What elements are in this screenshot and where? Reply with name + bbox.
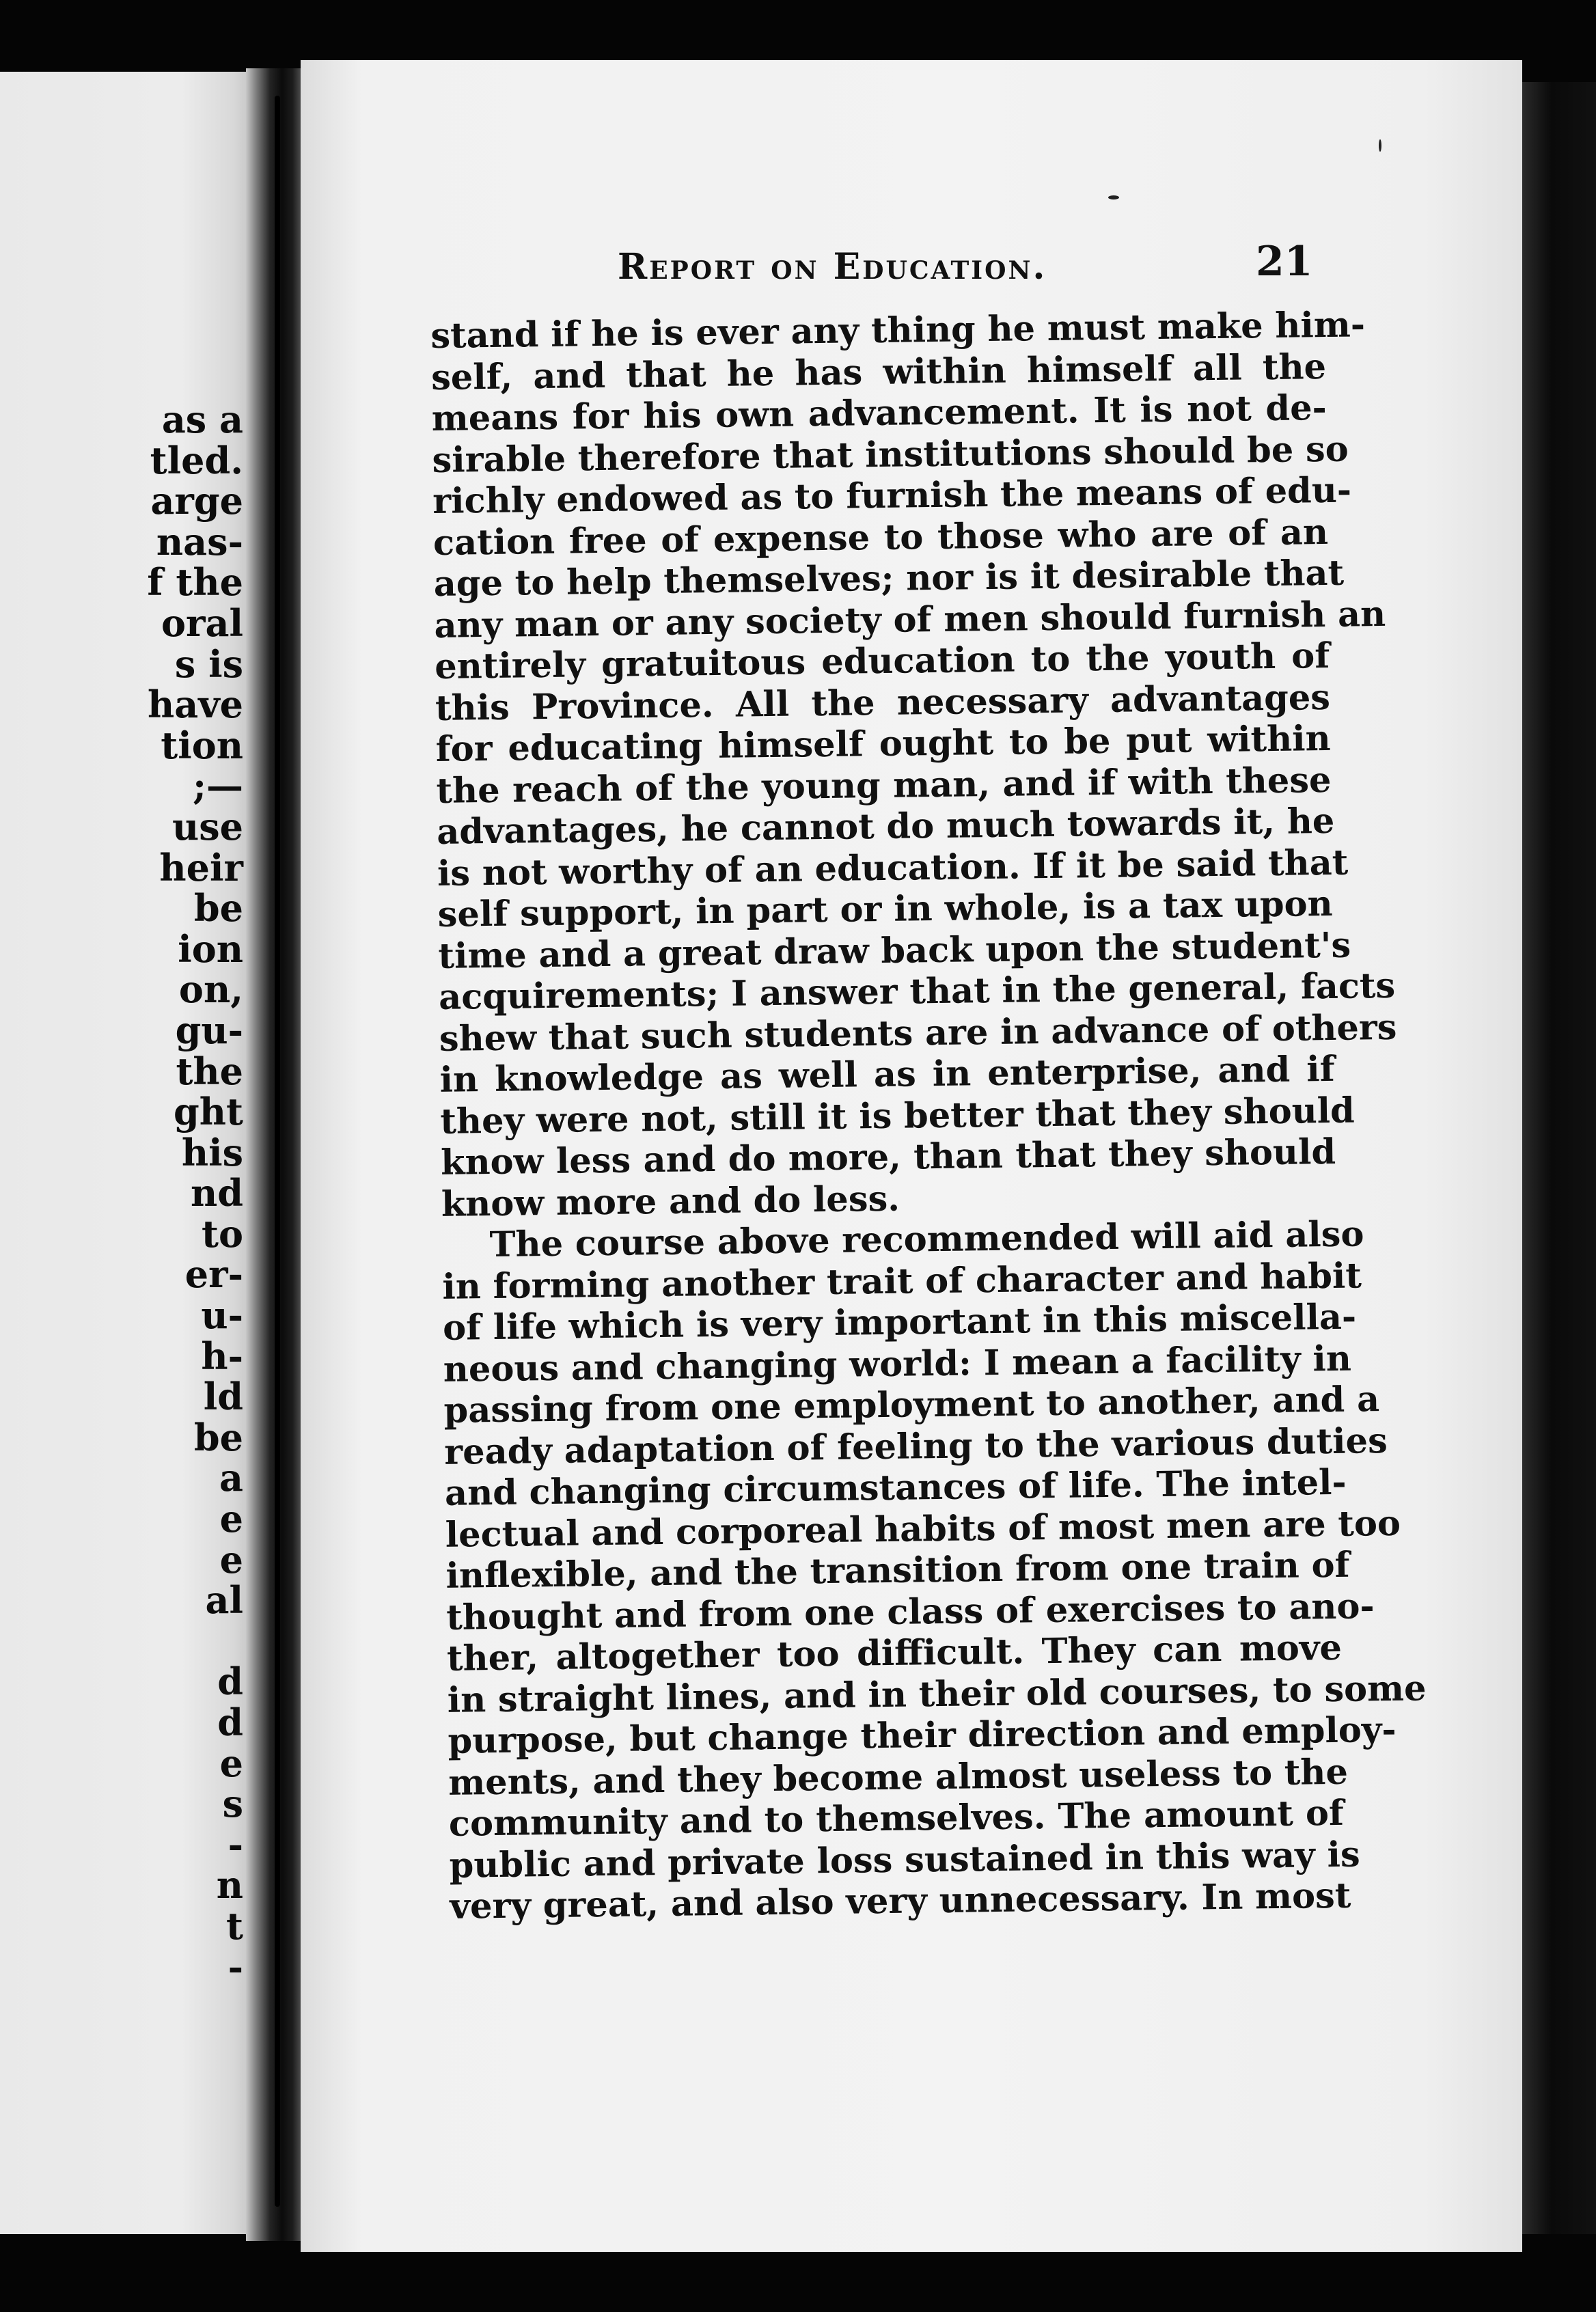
left-line-fragment: ght: [174, 1090, 243, 1134]
text-line: entirely gratuitous education to the youth of: [434, 635, 1330, 687]
left-line-fragment: ion: [178, 926, 243, 971]
text-line: the reach of the young man, and if with these: [436, 759, 1332, 812]
page-body-text: [430, 304, 1427, 1927]
left-line-fragment: the: [176, 1049, 243, 1093]
text-line: ther, altogether too difficult. They can move: [446, 1627, 1343, 1679]
text-line: ready adaptation of feeling to the various duties: [443, 1420, 1388, 1473]
left-line-fragment: nd: [190, 1171, 243, 1215]
left-line-fragment: be: [193, 1415, 243, 1459]
left-line-fragment: s is: [174, 642, 243, 686]
left-line-fragment: use: [171, 804, 243, 849]
text-line: passing from one employment to another, and a: [443, 1379, 1380, 1431]
right-page-edge-shadow: [1522, 82, 1596, 2234]
left-line-fragment: oral: [161, 601, 243, 645]
running-head-title: Report on Education.: [618, 246, 1047, 288]
left-line-fragment: f the: [147, 560, 243, 605]
left-line-fragment: gu-: [175, 1008, 243, 1052]
paragraph-last-line: know more and do less.: [441, 1178, 900, 1225]
left-line-fragment: e: [219, 1537, 243, 1582]
left-page-text-column: [79, 400, 243, 1987]
left-line-fragment: a: [219, 1456, 243, 1500]
text-line: stand if he is ever any thing he must make him-: [430, 304, 1366, 357]
left-line-fragment: [79, 1621, 243, 1662]
left-line-fragment: as a: [161, 398, 243, 441]
text-line: is not worthy of an education. If it be said that: [437, 842, 1349, 894]
text-line: of life which is very important in this miscella-: [442, 1296, 1357, 1349]
text-line: self, and that he has within himself all the: [430, 346, 1327, 398]
text-line: age to help themselves; nor is it desirable that: [433, 552, 1345, 605]
left-line-fragment: have: [148, 683, 243, 727]
left-line-fragment: er-: [184, 1252, 243, 1297]
text-line: purpose, but change their direction and employ-: [448, 1709, 1396, 1762]
left-line-fragment: d: [217, 1660, 243, 1704]
ink-speck: [1108, 195, 1119, 199]
text-line: means for his own advancement. It is not de-: [431, 387, 1327, 439]
text-line: public and private loss sustained in this way is: [449, 1834, 1360, 1886]
text-line: in forming another trait of character and habit: [441, 1254, 1362, 1308]
left-line-fragment: to: [202, 1211, 243, 1256]
left-line-fragment: be: [193, 886, 243, 931]
left-line-fragment: arge: [150, 479, 243, 523]
text-line: shew that such students are in advance of others: [439, 1006, 1397, 1060]
text-line: advantages, he cannot do much towards it, he: [436, 800, 1335, 853]
left-page: [0, 72, 260, 2234]
text-line: thought and from one class of exercises to ano-: [445, 1585, 1375, 1638]
text-line: they were not, still it is better that they should: [440, 1090, 1356, 1142]
text-line: community and to themselves. The amount of: [448, 1792, 1345, 1845]
ink-speck: [1379, 139, 1381, 152]
text-line: in knowledge as well as in enterprise, and if: [439, 1048, 1335, 1101]
text-line: in straight lines, and in their old courses, to some: [447, 1667, 1427, 1721]
text-line: know less and do more, than that they should: [440, 1131, 1336, 1183]
text-line: for educating himself ought to be put within: [435, 717, 1332, 770]
left-line-fragment: s: [222, 1782, 243, 1826]
gutter-fold-line: [275, 96, 280, 2207]
text-line: self support, in part or in whole, is a tax upon: [437, 883, 1333, 935]
left-line-fragment: d: [217, 1701, 243, 1744]
text-line: richly endowed as to furnish the means of edu-: [432, 469, 1352, 522]
text-line: cation free of expense to those who are of an: [432, 511, 1329, 564]
left-line-fragment: heir: [159, 845, 243, 890]
left-line-fragment: -: [228, 1944, 243, 1989]
left-line-fragment: n: [216, 1863, 243, 1908]
left-line-fragment: t: [226, 1903, 243, 1948]
text-line: ments, and they become almost useless to the: [448, 1751, 1349, 1804]
left-line-fragment: e: [219, 1497, 243, 1541]
text-line: inflexible, and the transition from one train of: [445, 1544, 1350, 1597]
text-line: any man or any society of men should furnish an: [434, 593, 1386, 646]
left-line-fragment: ld: [203, 1375, 243, 1419]
left-line-fragment: tled.: [150, 438, 243, 482]
text-line: very great, and also very unnecessary. In most: [450, 1875, 1351, 1927]
left-line-fragment: u-: [201, 1293, 243, 1338]
left-line-fragment: h-: [201, 1334, 243, 1378]
text-line: neous and changing world: I mean a facility in: [443, 1338, 1352, 1390]
text-line: and changing circumstances of life. The intel-: [444, 1461, 1347, 1514]
left-line-fragment: his: [181, 1130, 243, 1174]
left-line-fragment: ;—: [193, 764, 243, 808]
left-line-fragment: nas-: [156, 519, 243, 564]
text-line: this Province. All the necessary advantages: [435, 676, 1331, 729]
left-line-fragment: e: [219, 1741, 243, 1785]
left-line-fragment: al: [205, 1578, 243, 1623]
page-number: 21: [1256, 238, 1313, 286]
text-line: sirable therefore that institutions should be so: [432, 428, 1349, 481]
text-line: lectual and corporeal habits of most men are too: [445, 1502, 1401, 1556]
text-line: acquirements; I answer that in the general, facts: [438, 965, 1396, 1018]
left-line-fragment: -: [228, 1822, 243, 1867]
paragraph-first-line: The course above recommended will aid also: [489, 1213, 1364, 1266]
text-line: time and a great draw back upon the student's: [438, 924, 1351, 977]
left-line-fragment: tion: [161, 723, 243, 767]
left-line-fragment: on,: [178, 967, 243, 1012]
